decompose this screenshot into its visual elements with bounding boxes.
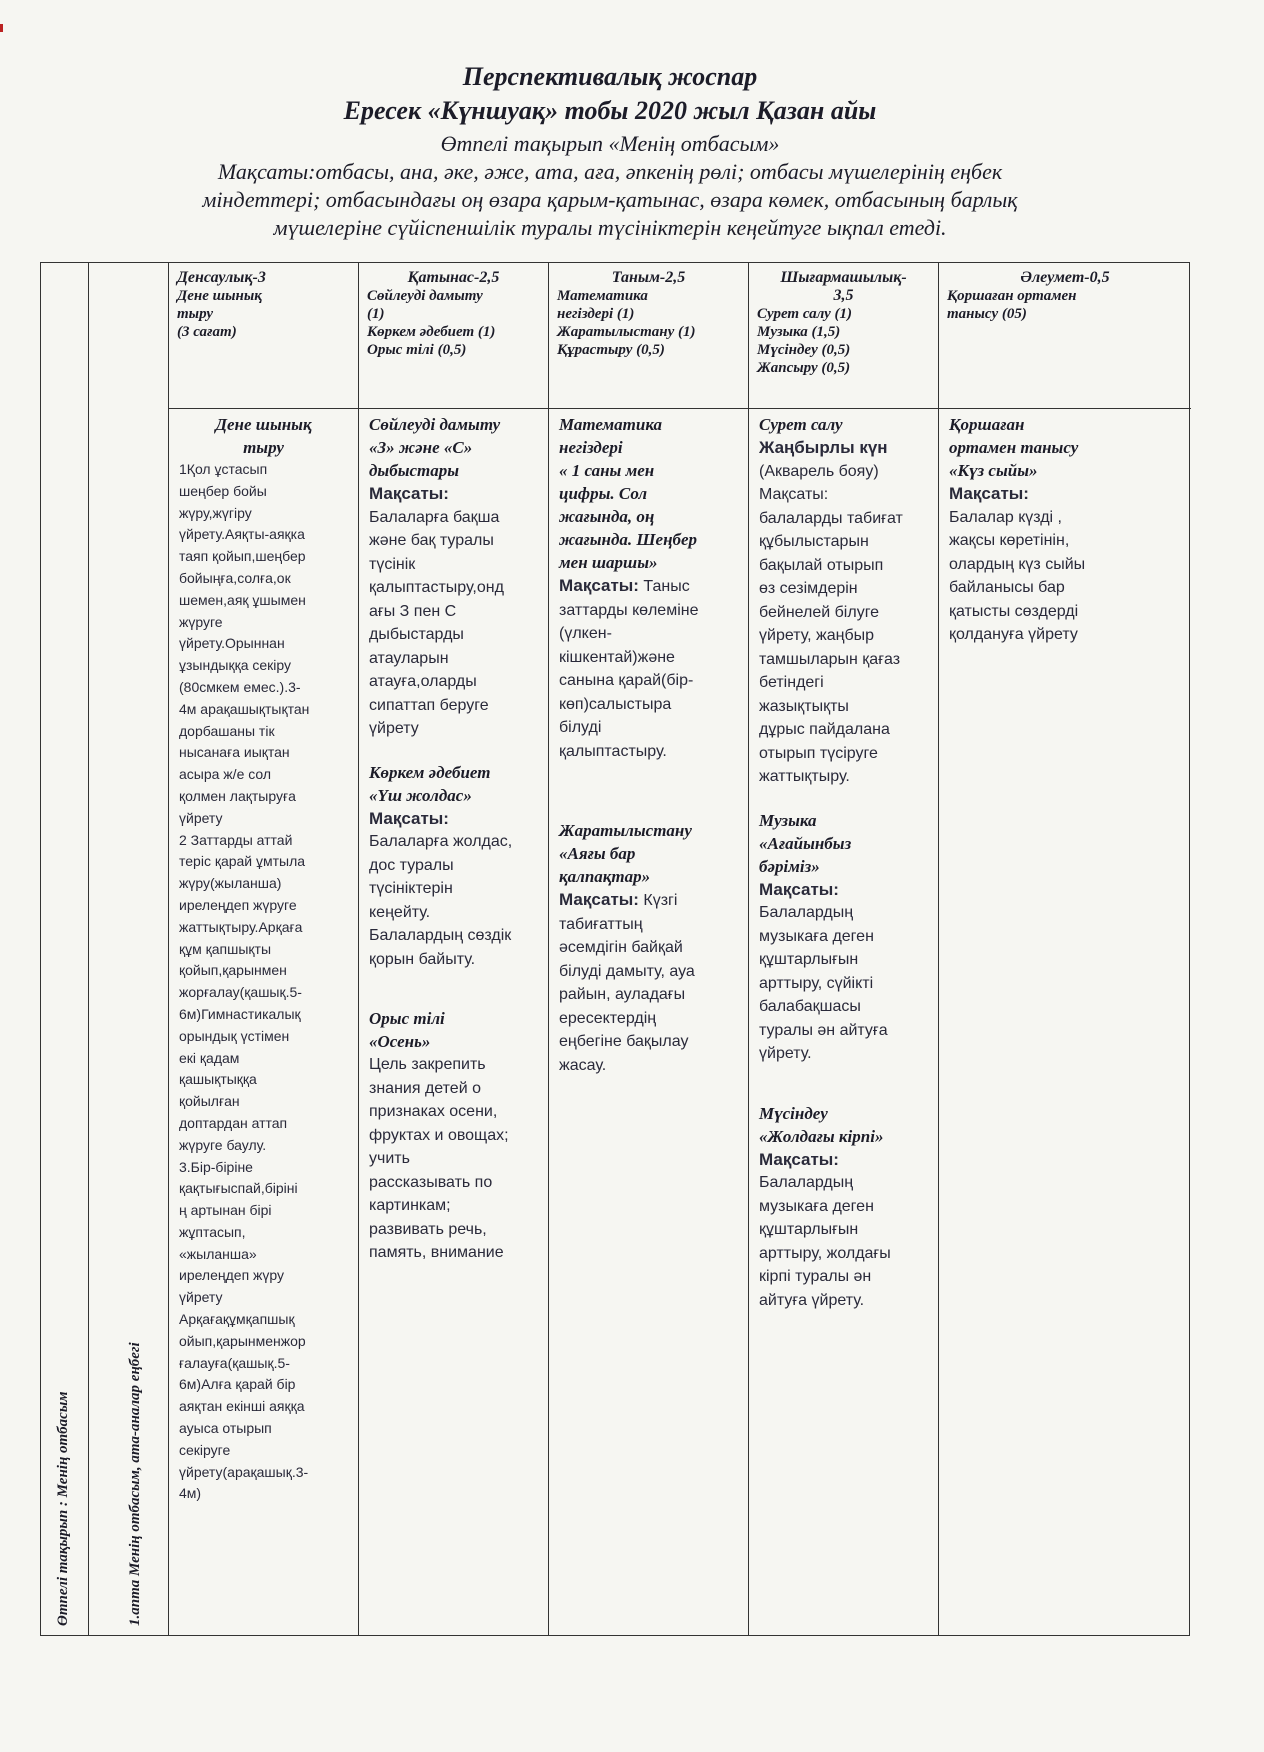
text-line: түсінік — [369, 555, 416, 573]
body-creativity — [749, 409, 938, 1635]
text-line: әсемдігін байқай — [559, 939, 683, 956]
week-vertical-label: 1.апта Менің отбасым, ата-аналар еңбегі — [127, 1342, 143, 1626]
text-line: көп)салыстыра — [559, 695, 672, 713]
header-line: негіздері (1) — [557, 306, 635, 322]
text-line: ирелеңдеп жүруге — [179, 896, 297, 913]
section-text — [759, 460, 928, 789]
text-line: еңбегіне бақылау — [559, 1033, 689, 1050]
header-line: Жаратылыстану (1) — [557, 324, 696, 340]
text-line: Көркем әдебиет — [369, 762, 491, 782]
text-line: олардың күз сыйы — [949, 555, 1086, 573]
text-line: ғалауға(қашық.5- — [179, 1354, 290, 1371]
text-line: жүру(жыланша) — [179, 875, 282, 892]
text-line: шеңбер бойы — [179, 482, 267, 499]
section-label: Мақсаты: — [759, 1149, 839, 1169]
text-line: «Ағайынбыз — [759, 833, 852, 853]
text-line: орындық үстімен — [179, 1027, 290, 1044]
text-line: құштарлығын — [759, 951, 859, 968]
section-title: Сурет салу — [759, 415, 843, 434]
goal-line-3: мүшелеріне сүйіспеншілік туралы түсініктерін кеңейтуге ықпал етеді. — [273, 215, 947, 240]
header-creativity — [749, 263, 938, 409]
text-line: қатысты сөздерді — [949, 602, 1079, 620]
text-line: Арқағақұмқапшық — [179, 1311, 295, 1328]
theme-side-column — [41, 263, 89, 1635]
header-line: (3 сағат) — [177, 324, 237, 340]
text-line: жазықтықты — [759, 697, 849, 715]
text-line: қойылған — [179, 1093, 240, 1110]
text-line: жағында. Шеңбер — [559, 530, 698, 549]
text-line: үйрету(арақашық.3- — [179, 1463, 309, 1480]
text-line: Балаларға жолдас, — [369, 833, 513, 850]
document-header — [130, 60, 1090, 242]
body-cognition — [549, 409, 748, 1635]
text-line: рассказывать по — [369, 1173, 493, 1191]
text-line: Сөйлеуді дамыту — [369, 415, 501, 434]
text-line: өз сезімдерін — [759, 580, 858, 597]
text-line: құбылыстарын — [759, 533, 869, 550]
text-line: туралы ән айтуға — [759, 1021, 888, 1039]
text-line: ағы З пен С — [369, 602, 457, 620]
text-line: түсініктерін — [369, 880, 453, 897]
text-line: жүру,жүгіру — [179, 504, 252, 521]
header-communication — [359, 263, 548, 409]
section-text — [759, 1171, 928, 1312]
text-line: табиғаттың — [559, 915, 643, 933]
header-title: Таным-2,5 — [611, 269, 686, 286]
text-line: райын, ауладағы — [559, 986, 686, 1003]
body-social — [939, 409, 1191, 1635]
text-line: балабақшасы — [759, 998, 861, 1015]
text-line: Балалардың сөздік — [369, 927, 512, 944]
text-line: жағында, оң — [559, 507, 655, 526]
text-line: 6м)Алға қарай бір — [179, 1376, 296, 1393]
text-line: Қоршаған — [949, 415, 1025, 434]
column-communication — [359, 263, 549, 1635]
week-side-column — [89, 263, 169, 1635]
text-line: үйрету. — [759, 1045, 812, 1062]
section-title — [759, 809, 928, 878]
text-line: (80смкем емес.).3- — [179, 678, 301, 695]
health-text — [179, 459, 348, 1505]
text-line: асыра ж/е сол — [179, 766, 272, 783]
header-title: Әлеумет-0,5 — [1020, 269, 1110, 286]
text-line: фруктах и овощах; — [369, 1126, 509, 1144]
text-line: қалыптастыру,онд — [369, 579, 504, 596]
text-line: үйрету.Аяқты-аяқка — [179, 526, 305, 543]
column-creativity — [749, 263, 939, 1635]
text-line: 1Қол ұстасып — [179, 461, 268, 477]
text-line: жақсы көретінін, — [949, 532, 1070, 549]
header-line: Орыс тілі (0,5) — [367, 342, 467, 358]
text-line: 3.Бір-біріне — [179, 1158, 253, 1175]
header-social — [939, 263, 1191, 409]
text-line: кішкентай)және — [559, 648, 675, 666]
text-line: память, внимание — [369, 1244, 504, 1261]
text-line: жаттықтыру. — [759, 768, 850, 785]
section-title — [759, 1102, 928, 1148]
section-text — [369, 1053, 538, 1265]
section-title — [559, 413, 738, 574]
header-line: Сөйлеуді дамыту — [367, 288, 483, 304]
section-title — [369, 413, 538, 482]
text-line: тамшыларын қағаз — [759, 650, 901, 668]
text-line: таяп қойып,шеңбер — [179, 548, 306, 565]
text-line: Балалар күзді , — [949, 508, 1062, 526]
text-line: дорбашаны тік — [179, 722, 275, 739]
text-line: теріс қарай ұмтыла — [179, 853, 306, 870]
section-title: тыру — [243, 438, 284, 457]
text-line: шемен,аяқ ұшымен — [179, 591, 306, 608]
text-line: білуді дамыту, ауа — [559, 962, 695, 980]
text-line: жүруге — [179, 613, 223, 630]
text-line: ересектердің — [559, 1009, 657, 1027]
text-line: айтуға үйрету. — [759, 1291, 865, 1309]
text-line: ң артынан бірі — [179, 1202, 272, 1219]
text-line: «З» және «С» — [369, 438, 473, 457]
text-line: дұрыс пайдалана — [759, 721, 890, 738]
text-line: қашықтыққа — [179, 1071, 257, 1088]
text-line: Орыс тілі — [369, 1009, 445, 1028]
text-line: қалыптастыру. — [559, 742, 667, 760]
section-label: Мақсаты: — [369, 808, 449, 828]
section-title: Дене шынық — [215, 415, 312, 434]
section-label: Мақсаты: — [559, 890, 639, 909]
text-line: санына қарай(бір- — [559, 672, 694, 689]
text-line: Балалардың — [759, 904, 854, 921]
text-line: қорын байыту. — [369, 950, 476, 968]
text-line: «Жолдағы кірпі» — [759, 1126, 884, 1146]
goal-line-1: Мақсаты:отбасы, ана, әке, әже, ата, аға, әпкенің рөлі; отбасы мүшелерінің еңбек — [217, 159, 1003, 184]
header-title: Денсаулық-3 — [177, 269, 266, 286]
text-line: жүруге баулу. — [179, 1136, 267, 1153]
document-title: Перспективалық жоспар — [462, 62, 758, 91]
text-line: құштарлығын — [759, 1221, 859, 1238]
section-title — [559, 819, 738, 888]
text-line: аяқтан екінші аяққа — [179, 1398, 305, 1415]
section-label-rest: Таныс — [638, 578, 690, 595]
text-line: балаларды табиғат — [759, 509, 903, 527]
header-title: 3,5 — [833, 287, 854, 304]
text-line: үйрету, жаңбыр — [759, 627, 874, 644]
text-line: 2 Заттарды аттай — [179, 831, 293, 848]
text-line: жасау. — [559, 1056, 607, 1074]
text-line: қолдануға үйрету — [949, 626, 1078, 643]
section-text — [949, 506, 1181, 647]
activities-grid — [169, 263, 1189, 1635]
text-line: Мақсаты: — [759, 486, 829, 503]
text-line: негіздері — [559, 438, 623, 457]
text-line: қақтығыспай,біріні — [179, 1180, 298, 1197]
section-label-rest: Күзгі — [638, 892, 678, 909]
text-line: учить — [369, 1150, 410, 1167]
text-line: жорғалау(қашық.5- — [179, 984, 302, 1001]
text-line: байланысы бар — [949, 579, 1065, 596]
plan-table — [40, 262, 1190, 1636]
text-line: «жыланша» — [179, 1245, 257, 1262]
goal-line-2: міндеттері; отбасындағы оң өзара қарым-қатынас, өзара көмек, отбасының барлық — [202, 187, 1018, 212]
section-label-line — [559, 888, 738, 913]
text-line: үйрету — [179, 1289, 223, 1306]
text-line: Мүсіндеу — [759, 1103, 828, 1123]
text-line: үйрету — [369, 720, 419, 737]
text-line: Музыка — [759, 810, 817, 830]
header-line: Сурет салу (1) — [757, 306, 853, 322]
text-line: білуді — [559, 719, 602, 736]
header-line: Құрастыру (0,5) — [557, 342, 665, 358]
text-line: секіруге — [179, 1441, 231, 1458]
header-line: Музыка (1,5) — [757, 324, 841, 340]
scan-mark — [0, 24, 3, 32]
section-text — [759, 901, 928, 1066]
text-line: заттарды көлеміне — [559, 601, 699, 619]
section-text — [369, 830, 538, 971]
text-line: « 1 саны мен — [559, 461, 655, 480]
header-line: Дене шынық — [177, 288, 262, 304]
text-line: кеңейту. — [369, 903, 431, 921]
header-line: танысу (05) — [947, 306, 1027, 322]
header-line: тыру — [177, 306, 214, 322]
header-title: Қатынас-2,5 — [407, 269, 500, 286]
text-line: признаках осени, — [369, 1103, 498, 1120]
header-line: (1) — [367, 306, 385, 322]
header-health — [169, 263, 358, 409]
group-line: Ересек «Күншуақ» тобы 2020 жыл Қазан айы — [343, 96, 877, 125]
text-line: нысанаға иықтан — [179, 744, 290, 761]
text-line: цифры. Сол — [559, 484, 648, 503]
text-line: атауларын — [369, 649, 449, 667]
text-line: ойып,қарынменжор — [179, 1332, 306, 1349]
text-line: Балалардың — [759, 1174, 854, 1191]
text-line: және бақ туралы — [369, 532, 494, 549]
section-title — [949, 413, 1181, 482]
text-line: Жаратылыстану — [559, 821, 692, 840]
column-health — [169, 263, 359, 1635]
header-cognition — [549, 263, 748, 409]
section-label: Мақсаты: — [759, 879, 839, 899]
section-title — [369, 761, 538, 807]
text-line: қолмен лақтыруға — [179, 787, 296, 804]
section-label: Мақсаты: — [559, 576, 639, 595]
text-line: қойып,қарынмен — [179, 962, 287, 979]
text-line: Математика — [559, 415, 663, 434]
text-line: құм қапшықты — [179, 940, 272, 957]
text-line: 4м) — [179, 1485, 202, 1502]
text-line: Цель закрепить — [369, 1056, 486, 1073]
header-line: Математика — [557, 288, 648, 304]
text-line: екі қадам — [179, 1049, 240, 1066]
text-line: ұзындыққа секіру — [179, 657, 292, 674]
text-line: ауыса отырып — [179, 1420, 272, 1437]
header-line: Көркем әдебиет (1) — [367, 324, 496, 340]
section-text — [559, 599, 738, 764]
text-line: доптардан аттап — [179, 1114, 288, 1131]
column-cognition — [549, 263, 749, 1635]
text-line: арттыру, жолдағы — [759, 1244, 891, 1262]
text-line: «Үш жолдас» — [369, 785, 472, 805]
section-label: Мақсаты: — [369, 484, 449, 503]
section-label: Жаңбырлы күн — [759, 438, 888, 457]
section-label: Мақсаты: — [949, 484, 1029, 503]
column-social — [939, 263, 1191, 1635]
text-line: «Аяғы бар — [559, 844, 636, 863]
header-title: Шығармашылық- — [780, 269, 907, 286]
text-line: знания детей о — [369, 1079, 481, 1097]
text-line: ортамен танысу — [949, 438, 1079, 457]
text-line: дос туралы — [369, 856, 454, 874]
text-line: бойыңға,солға,ок — [179, 569, 291, 586]
text-line: үйрету — [179, 809, 223, 826]
text-line: (Акварель бояу) — [759, 462, 879, 480]
theme-line: Өтпелі тақырып «Менің отбасым» — [440, 131, 780, 156]
text-line: отырып түсіруге — [759, 744, 878, 762]
text-line: дыбыстарды — [369, 626, 464, 643]
text-line: бақылай отырып — [759, 556, 884, 574]
body-communication — [359, 409, 548, 1635]
text-line: арттыру, сүйікті — [759, 974, 874, 992]
text-line: сипаттап беруге — [369, 696, 489, 714]
text-line: «Күз сыйы» — [949, 461, 1038, 480]
text-line: музыкаға деген — [759, 1197, 874, 1215]
text-line: жаттықтыру.Арқаға — [179, 918, 303, 935]
text-line: қалпақтар» — [559, 867, 651, 886]
text-line: «Осень» — [369, 1032, 431, 1051]
text-line: 4м арақашықтықтан — [179, 700, 310, 717]
text-line: Балаларға бақша — [369, 508, 500, 526]
text-line: мен шаршы» — [559, 553, 658, 572]
text-line: жұптасып, — [179, 1223, 246, 1240]
text-line: дыбыстары — [369, 461, 460, 480]
section-text — [559, 913, 738, 1078]
text-line: картинкам; — [369, 1197, 451, 1214]
text-line: бәріміз» — [759, 856, 820, 876]
section-label-line — [559, 574, 738, 599]
text-line: развивать речь, — [369, 1220, 487, 1238]
section-title — [369, 1007, 538, 1053]
section-text — [369, 506, 538, 741]
header-line: Жапсыру (0,5) — [757, 360, 851, 376]
text-line: бейнелей білуге — [759, 603, 880, 621]
text-line: бетіндегі — [759, 674, 824, 691]
header-line: Қоршаған ортамен — [947, 288, 1077, 304]
body-health — [169, 409, 358, 1635]
text-line: атауға,оларды — [369, 673, 477, 690]
text-line: 6м)Гимнастикалық — [179, 1005, 301, 1022]
text-line: ирелеңдеп жүру — [179, 1267, 285, 1284]
text-line: кірпі туралы ән — [759, 1268, 872, 1285]
theme-vertical-label: Өтпелі тақырып : Менің отбасым — [55, 1391, 71, 1626]
text-line: (үлкен- — [559, 625, 612, 642]
text-line: үйрету.Орыннан — [179, 635, 285, 652]
text-line: музыкаға деген — [759, 927, 874, 945]
header-line: Мүсіндеу (0,5) — [757, 342, 851, 358]
